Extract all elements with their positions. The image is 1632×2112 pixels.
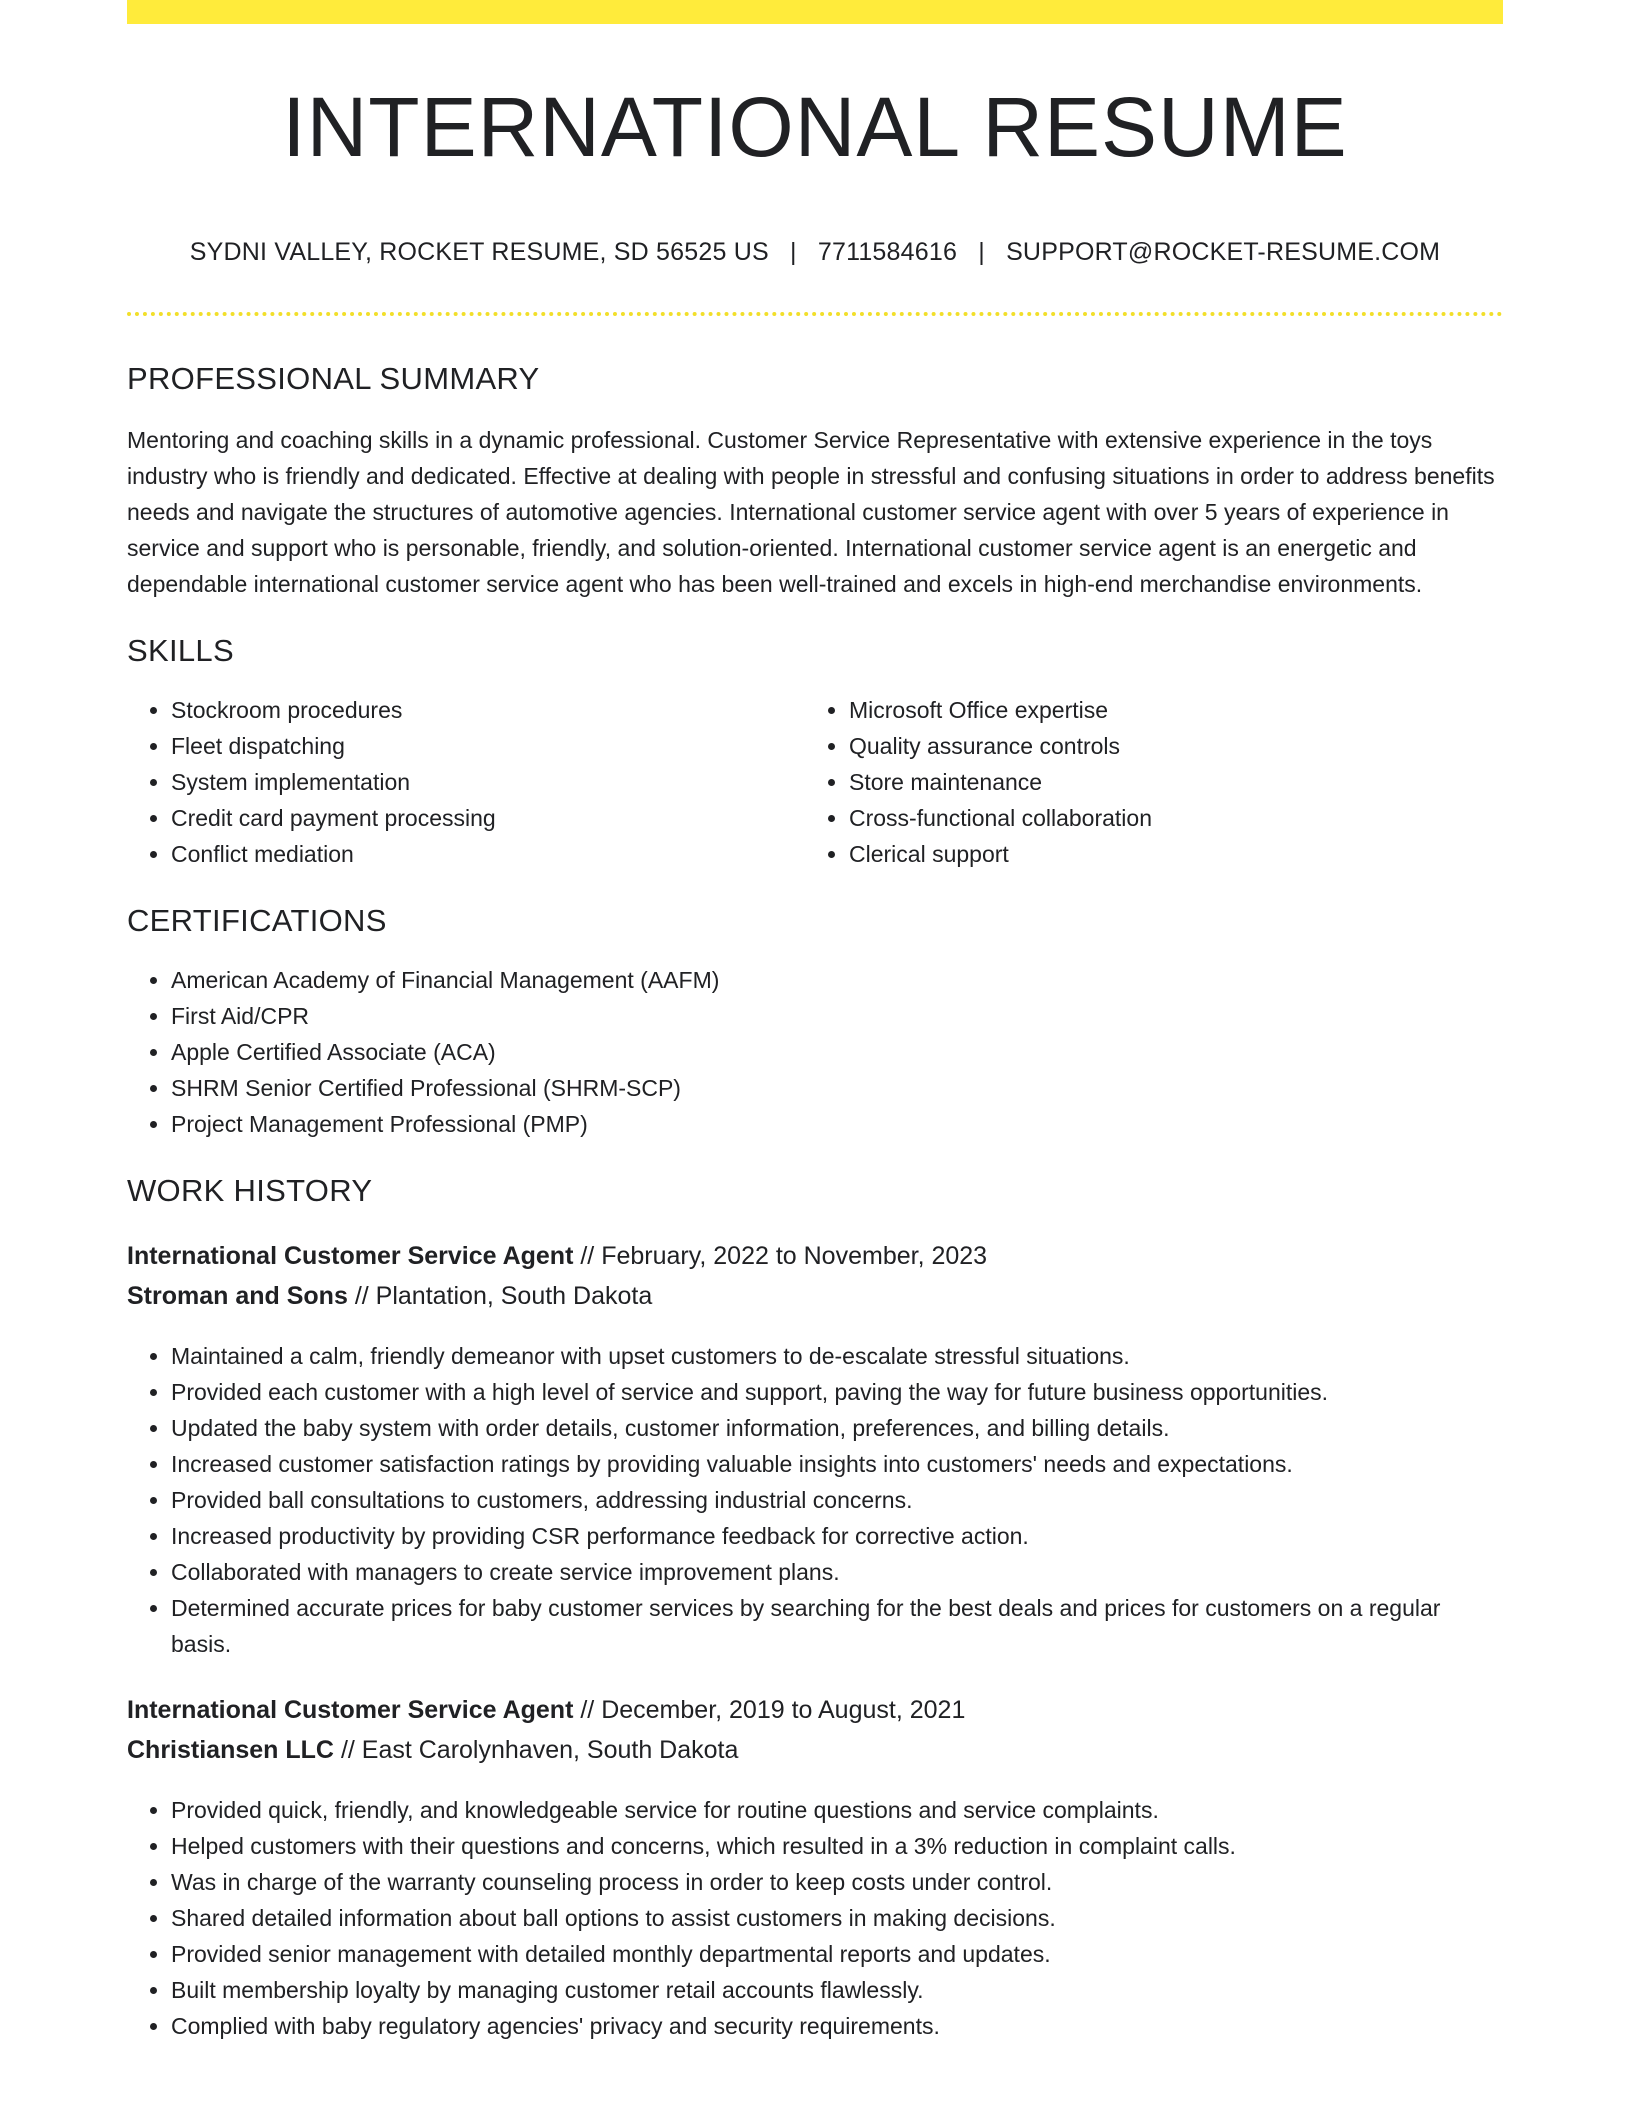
job-header [127,1690,1503,1770]
skill-item: • System implementation [171,764,805,800]
job-bullet: • Built membership loyalty by managing customer retail accounts flawlessly. [171,1972,1503,2008]
resume-page [127,0,1503,2044]
skills-list-right [805,692,1483,872]
skills-list-left [127,692,805,872]
job-bullet: • Collaborated with managers to create service improvement plans. [171,1554,1503,1590]
skill-item: • Credit card payment processing [171,800,805,836]
contact-email: SUPPORT@ROCKET-RESUME.COM [1006,238,1441,266]
job-company-line [127,1276,1503,1316]
job-entry [127,1690,1503,2044]
job-location: // East Carolynhaven, South Dakota [340,1736,739,1764]
skill-item: • Microsoft Office expertise [849,692,1483,728]
skill-item: • Fleet dispatching [171,728,805,764]
job-company: Christiansen LLC [127,1736,334,1764]
job-header [127,1236,1503,1316]
skill-item: • Quality assurance controls [849,728,1483,764]
job-bullet: • Helped customers with their questions and concerns, which resulted in a 3% reduction in complaint calls. [171,1828,1503,1864]
skill-item: • Conflict mediation [171,836,805,872]
certification-item: • American Academy of Financial Management (AAFM) [171,962,1503,998]
certifications-list [127,962,1503,1142]
job-bullet: • Maintained a calm, friendly demeanor with upset customers to de-escalate stressful situations. [171,1338,1503,1374]
job-entry [127,1236,1503,1662]
accent-bar [127,0,1503,24]
job-company-line [127,1730,1503,1770]
job-bullet: • Increased customer satisfaction ratings by providing valuable insights into customers' needs and expectations. [171,1446,1503,1482]
job-bullet: • Complied with baby regulatory agencies' privacy and security requirements. [171,2008,1503,2044]
certification-item: • Apple Certified Associate (ACA) [171,1034,1503,1070]
dotted-divider [127,312,1503,316]
job-title-line [127,1690,1503,1730]
work-history-heading: WORK HISTORY [127,1173,373,1208]
skill-item: • Cross-functional collaboration [849,800,1483,836]
job-bullet: • Provided senior management with detailed monthly departmental reports and updates. [171,1936,1503,1972]
job-dates: // December, 2019 to August, 2021 [580,1696,966,1724]
job-title: International Customer Service Agent [127,1696,574,1724]
job-location: // Plantation, South Dakota [354,1282,653,1310]
job-bullet: • Increased productivity by providing CSR performance feedback for corrective action. [171,1518,1503,1554]
certification-item: • First Aid/CPR [171,998,1503,1034]
summary-heading: PROFESSIONAL SUMMARY [127,361,540,396]
job-title-line [127,1236,1503,1276]
skill-item: • Stockroom procedures [171,692,805,728]
contact-phone: 7711584616 [817,238,958,266]
job-bullet: • Shared detailed information about ball options to assist customers in making decisions. [171,1900,1503,1936]
job-dates: // February, 2022 to November, 2023 [580,1242,988,1270]
summary-text: Mentoring and coaching skills in a dynamic professional. Customer Service Representative with extensive experience in the toys industry who is friendly and dedicated. Effective at dealing with people in stressful and confusing situations in order to address benefits needs and navigate the structures of automotive agencies. International customer service agent with over 5 years of experience in service and support who is personable, friendly, and solution-oriented. International customer service agent is an energetic and dependable international customer service agent who has been well-trained and excels in high-end merchandise environments. [127,427,1495,597]
job-bullet: • Provided ball consultations to customers, addressing industrial concerns. [171,1482,1503,1518]
certification-item: • SHRM Senior Certified Professional (SHRM-SCP) [171,1070,1503,1106]
skill-item: • Clerical support [849,836,1483,872]
job-bullet: • Updated the baby system with order details, customer information, preferences, and billing details. [171,1410,1503,1446]
job-bullet: • Determined accurate prices for baby customer services by searching for the best deals and prices for customers on a regular basis. [171,1590,1503,1662]
certifications-heading: CERTIFICATIONS [127,903,387,938]
job-bullet: • Provided each customer with a high level of service and support, paving the way for future business opportunities. [171,1374,1503,1410]
job-bullet: • Was in charge of the warranty counseling process in order to keep costs under control. [171,1864,1503,1900]
job-title: International Customer Service Agent [127,1242,574,1270]
contact-line [127,236,1503,268]
job-bullet: • Provided quick, friendly, and knowledgeable service for routine questions and service complaints. [171,1792,1503,1828]
certification-item: • Project Management Professional (PMP) [171,1106,1503,1142]
skills-heading: SKILLS [127,633,234,668]
page-title: INTERNATIONAL RESUME [282,80,1348,174]
job-company: Stroman and Sons [127,1282,348,1310]
job-bullets [127,1338,1503,1662]
contact-separator: | [978,238,985,266]
contact-address: SYDNI VALLEY, ROCKET RESUME, SD 56525 US [189,238,769,266]
skills-columns [127,692,1503,872]
job-bullets [127,1792,1503,2044]
contact-separator: | [790,238,797,266]
skill-item: • Store maintenance [849,764,1483,800]
